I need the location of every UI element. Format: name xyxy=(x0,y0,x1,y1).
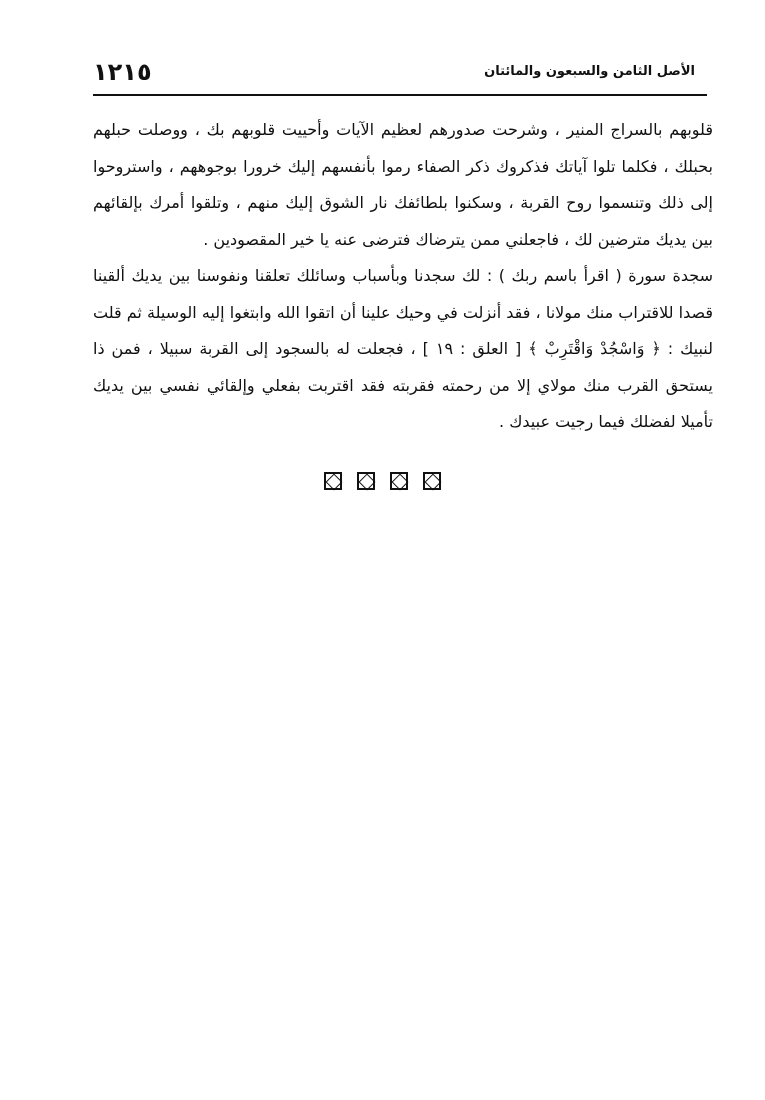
verse-reference: [ العلق : ١٩ ] xyxy=(422,339,522,358)
ornament-icon xyxy=(357,472,375,490)
ornament-icon xyxy=(423,472,441,490)
page-header xyxy=(93,56,707,96)
paragraph-2 xyxy=(93,258,713,441)
paragraph-1: قلوبهم بالسراج المنير ، وشرحت صدورهم لعظيم الآيات وأحييت قلوبهم بك ، ووصلت حبلهم بحبلك ، فكلما تلوا آياتك فذكروك ذكر الصفاء رموا بأنفسهم إليك خرورا بوجوههم ، واستروحوا إلى ذلك وتنسموا روح القربة ، وسكنوا بلطائفك نار الشوق إليك منهم ، وتلقوا أمرك بإلقائهم بين يديك مترضين لك ، فاجعلني ممن يترضاك فترضى عنه يا خير المقصودين . xyxy=(93,120,713,249)
quran-verse: ﴿ وَاسْجُدْ وَاقْتَرِبْ ﴾ xyxy=(528,339,661,358)
paragraph-2-intro: سجدة سورة ( اقرأ باسم ربك ) : لك سجدنا وبأسباب وسائلك تعلقنا ونفوسنا بين يديك ألقينا قصدا للاقتراب منك مولانا ، فقد أنزلت في وحيك علينا أن اتقوا الله وابتغوا إليه الوسيلة ثم قلت لنبيك : xyxy=(93,266,714,358)
ornament-icon xyxy=(324,472,342,490)
page-number: ١٢١٥ xyxy=(93,58,152,86)
chapter-title: الأصل الثامن والسبعون والمائتان xyxy=(484,64,695,79)
section-divider xyxy=(0,470,765,490)
header-rule xyxy=(93,94,707,96)
paragraph-2-conclusion: ، فجعلت له بالسجود إلى القربة سبيلا ، فمن ذا يستحق القرب منك مولاي إلا من رحمته فقربته فقد اقتربت بفعلي وإلقائي نفسي بين يديك تأميلا لفضلك فيما رجيت عبيدك . xyxy=(93,339,713,431)
page-body xyxy=(93,112,713,441)
ornament-icon xyxy=(390,472,408,490)
